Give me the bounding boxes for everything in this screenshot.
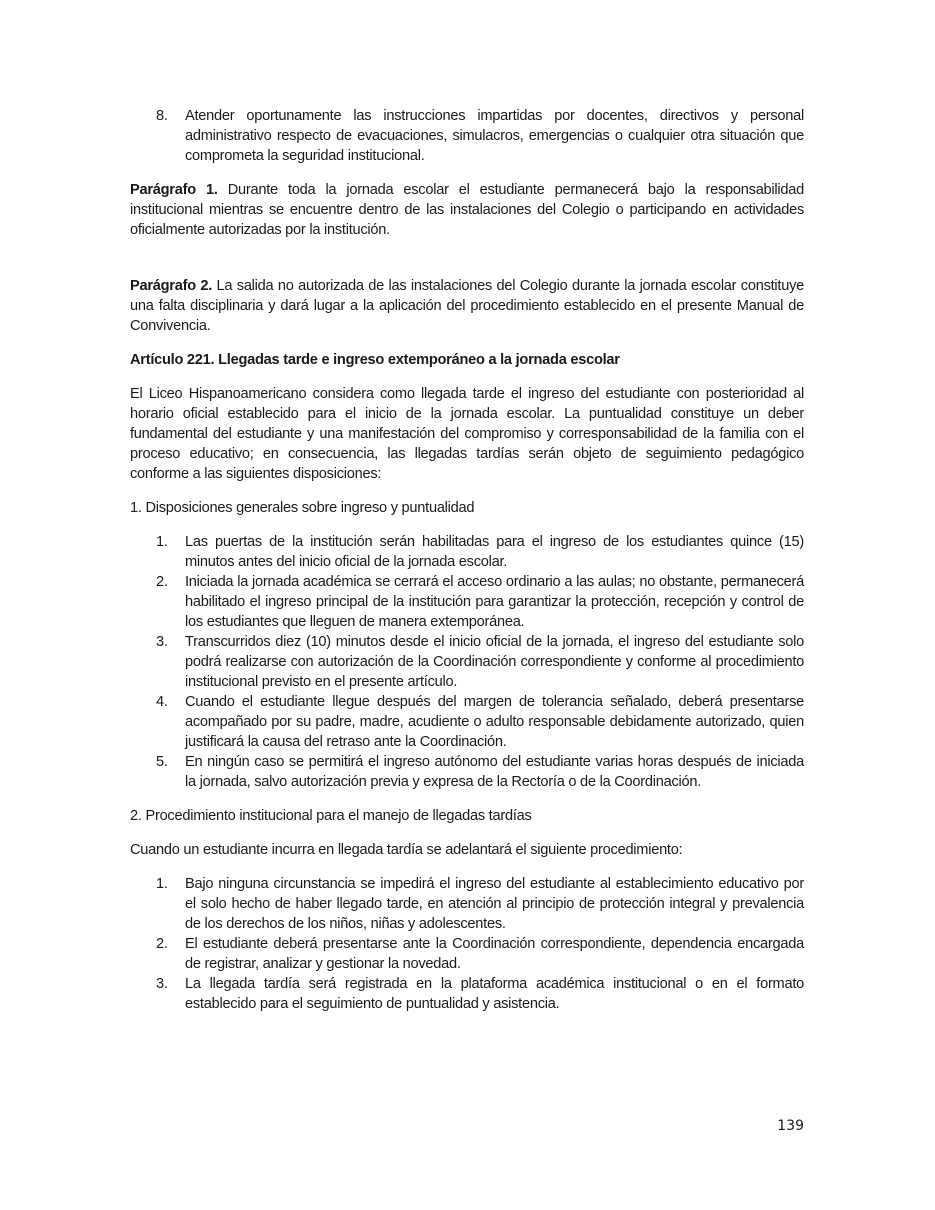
list-item: [130, 934, 804, 974]
article-heading: Artículo 221. Llegadas tarde e ingreso extemporáneo a la jornada escolar: [130, 352, 620, 368]
list-text: Las puertas de la institución serán habilitadas para el ingreso de los estudiantes quince (15) minutos antes del inicio oficial de la jornada escolar.: [185, 534, 804, 570]
list-number: 1.: [156, 876, 168, 892]
section-2-list: [130, 874, 804, 1014]
article-intro: El Liceo Hispanoamericano considera como llegada tarde el ingreso del estudiante con posterioridad al horario oficial establecido para el inicio de la jornada escolar. La puntualidad constituye un deber fundamental del estudiante y una manifestación del compromiso y corresponsabilidad de la familia con el proceso educativo; en consecuencia, las llegadas tardías serán objeto de seguimiento pedagógico conforme a las siguientes disposiciones:: [130, 386, 804, 482]
paragrafo-2-label: Parágrafo 2.: [130, 278, 213, 294]
list-text: Cuando el estudiante llegue después del margen de tolerancia señalado, deberá presentarse acompañado por su padre, madre, acudiente o adulto responsable debidamente autorizado, quien justificará la causa del retraso ante la Coordinación.: [185, 694, 804, 750]
list-item: [130, 752, 804, 792]
section-1-list: [130, 532, 804, 792]
list-text: Bajo ninguna circunstancia se impedirá el ingreso del estudiante al establecimiento educativo por el solo hecho de haber llegado tarde, en atención al principio de protección integral y prevalencia de los derechos de los niños, niñas y adolescentes.: [185, 876, 804, 932]
list-number: 4.: [156, 694, 168, 710]
paragrafo-1-text: Durante toda la jornada escolar el estudiante permanecerá bajo la responsabilidad institucional mientras se encuentre dentro de las instalaciones del Colegio o participando en actividades oficialmente autorizadas por la institución.: [130, 182, 805, 238]
list-item: [130, 106, 804, 166]
list-number: 8.: [156, 108, 168, 124]
list-item: [130, 874, 804, 934]
paragrafo-1-label: Parágrafo 1.: [130, 182, 218, 198]
section-1-title: 1. Disposiciones generales sobre ingreso y puntualidad: [130, 500, 475, 516]
list-item: [130, 974, 804, 1014]
list-number: 5.: [156, 754, 168, 770]
list-item: [130, 572, 804, 632]
list-number: 2.: [156, 936, 168, 952]
list-text: Atender oportunamente las instrucciones impartidas por docentes, directivos y personal administrativo respecto de evacuaciones, simulacros, emergencias o cualquier otra situación que comprometa la seguridad institucional.: [185, 108, 804, 164]
paragrafo-2: [130, 276, 804, 336]
list-number: 2.: [156, 574, 168, 590]
list-text: En ningún caso se permitirá el ingreso autónomo del estudiante varias horas después de iniciada la jornada, salvo autorización previa y expresa de la Rectoría o de la Coordinación.: [185, 754, 804, 790]
list-text: Transcurridos diez (10) minutos desde el inicio oficial de la jornada, el ingreso del estudiante solo podrá realizarse con autorización de la Coordinación correspondiente y conforme al procedimiento institucional previsto en el presente artículo.: [185, 634, 804, 690]
paragrafo-2-text: La salida no autorizada de las instalaciones del Colegio durante la jornada escolar constituye una falta disciplinaria y dará lugar a la aplicación del procedimiento establecido en el presente Manual de Convivencia.: [130, 278, 804, 334]
page-content: [130, 106, 804, 1014]
list-number: 3.: [156, 634, 168, 650]
page-number: 139: [777, 1118, 804, 1134]
list-number: 1.: [156, 534, 168, 550]
list-number: 3.: [156, 976, 168, 992]
list-item: [130, 632, 804, 692]
list-item: [130, 692, 804, 752]
section-2-title: 2. Procedimiento institucional para el manejo de llegadas tardías: [130, 808, 532, 824]
section-2-intro: Cuando un estudiante incurra en llegada tardía se adelantará el siguiente procedimiento:: [130, 842, 683, 858]
paragrafo-1: [130, 180, 804, 240]
list-text: La llegada tardía será registrada en la plataforma académica institucional o en el formato establecido para el seguimiento de puntualidad y asistencia.: [185, 976, 804, 1012]
list-text: El estudiante deberá presentarse ante la Coordinación correspondiente, dependencia encargada de registrar, analizar y gestionar la novedad.: [185, 936, 804, 972]
top-list: [130, 106, 804, 166]
list-item: [130, 532, 804, 572]
list-text: Iniciada la jornada académica se cerrará el acceso ordinario a las aulas; no obstante, permanecerá habilitado el ingreso principal de la institución para garantizar la protección, recepción y control de los estudiantes que lleguen de manera extemporánea.: [185, 574, 804, 630]
